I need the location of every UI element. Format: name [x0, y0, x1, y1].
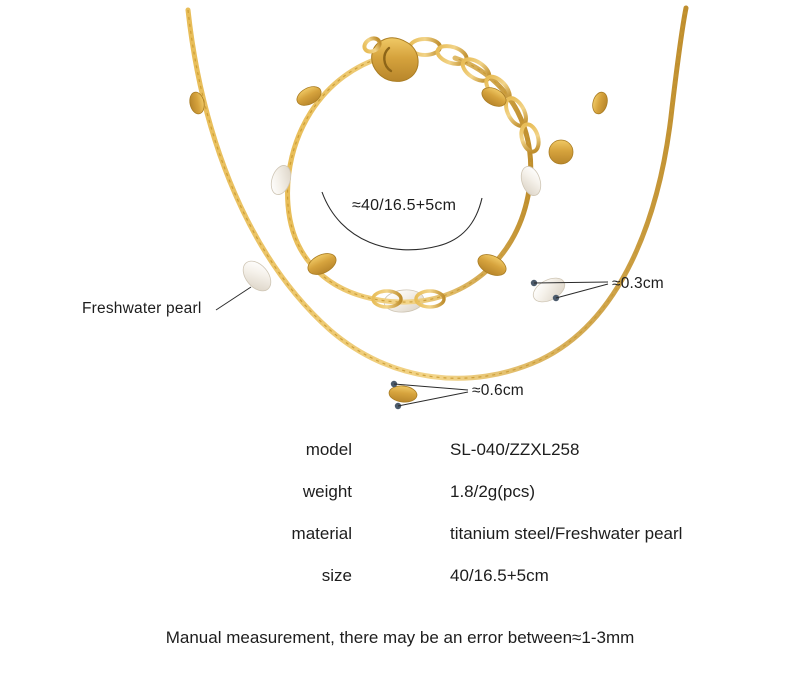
spec-value-weight: 1.8/2g(pcs) [450, 482, 536, 501]
annotation-total-size: ≈40/16.5+5cm [352, 197, 457, 214]
gold-bead [388, 385, 418, 404]
measurement-disclaimer: Manual measurement, there may be an error between≈1-3mm [165, 628, 635, 647]
spec-value-model: SL-040/ZZXL258 [450, 440, 580, 459]
annotation-freshwater-pearl: Freshwater pearl [82, 300, 202, 317]
spec-value-material: titanium steel/Freshwater pearl [450, 524, 683, 543]
gold-disc-charm [549, 140, 573, 164]
spec-value-size: 40/16.5+5cm [450, 566, 549, 585]
table-row [0, 524, 800, 566]
necklace-chain-texture [188, 8, 686, 378]
gold-bead [294, 83, 324, 109]
table-row [0, 482, 800, 524]
spec-key-weight: weight [302, 482, 352, 501]
annotation-bead-length: ≈0.6cm [472, 382, 524, 399]
spec-key-model: model [305, 440, 352, 459]
annotation-bead-width: ≈0.3cm [612, 275, 664, 292]
table-row [0, 440, 800, 482]
table-row [0, 566, 800, 608]
spec-key-material: material [291, 524, 352, 543]
spec-table [0, 440, 800, 608]
extender-chain [410, 39, 542, 154]
gold-bead [590, 91, 609, 116]
leader-line-pearl [216, 287, 251, 310]
spec-key-size: size [321, 566, 352, 585]
necklace-chain [188, 8, 686, 378]
freshwater-pearl [529, 273, 568, 307]
freshwater-pearl [518, 164, 544, 198]
